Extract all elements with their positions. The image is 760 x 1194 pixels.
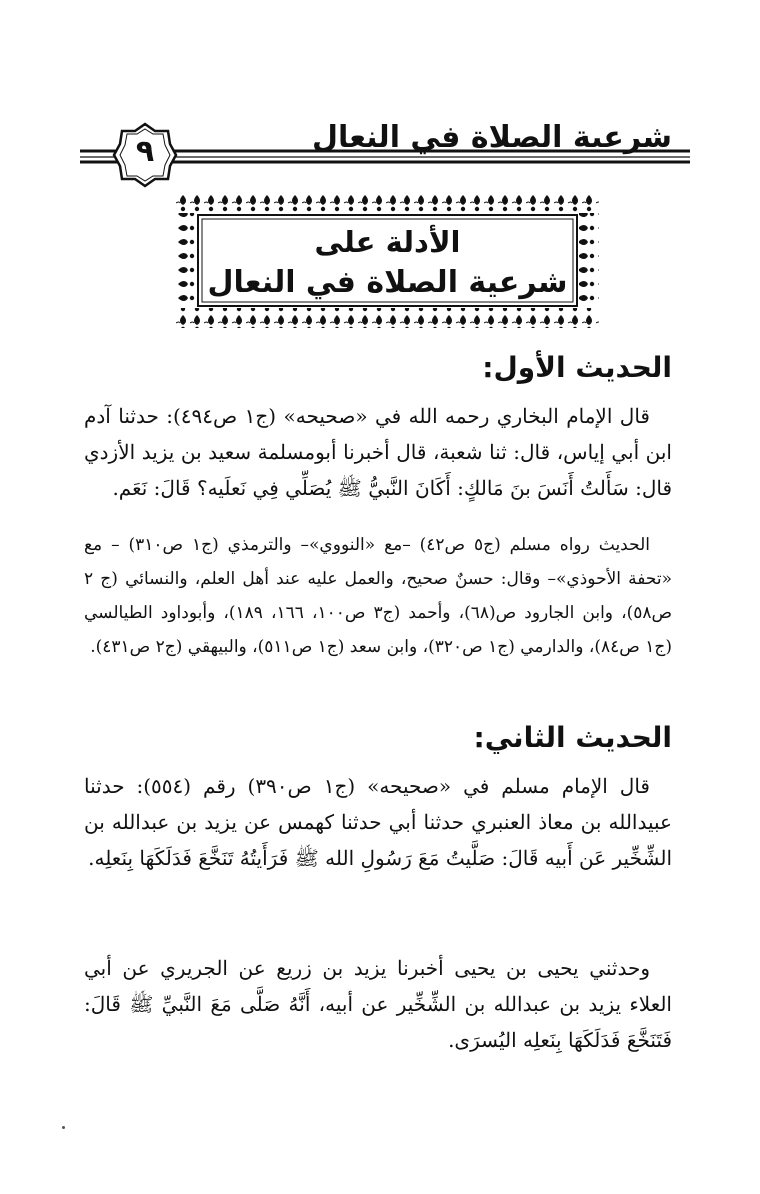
page-number: ٩ — [135, 134, 155, 169]
hadith-1-takhrij: الحديث رواه مسلم (ج٥ ص٤٢) –مع «النووي»– والترمذي (ج١ ص٣١٠) – مع «تحفة الأحوذي»– وقال: حسنٌ صحيح، والعمل عليه عند أهل العلم، والنسائي (ج ٢ ص٥٨)، وابن الجارود ص(٦٨)، وأحمد (ج٣ ص١٠٠، ١٦٦، ١٨٩)، وأبوداود الطيالسي (ج١ ص٨٤)، والدارمي (ج١ ص٣٢٠)، وابن سعد (ج١ ص٥١١)، والبيهقي (ج٢ ص٤٣١). — [84, 535, 673, 657]
hadith-2-heading: الحديث الثاني: — [473, 721, 672, 754]
hadith-1-heading: الحديث الأول: — [482, 351, 672, 384]
hadith-2-text-2: وحدثني يحيى بن يحيى أخبرنا يزيد بن زريع عن الجريري عن أبي العلاء يزيد بن عبدالله بن الشِّخِّير عن أبيه، أَنَّهُ صَلَّى مَعَ النَّبيِّ ﷺ قَالَ: فَتَنَخَّعَ فَدَلَكَهَا بِنَعلِه اليُسرَى. — [84, 956, 672, 1052]
running-title: شرعية الصلاة في النعال — [311, 120, 672, 155]
hadith-2-text: قال الإمام مسلم في «صحيحه» (ج١ ص٣٩٠) رقم (٥٥٤): حدثنا عبيدالله بن معاذ العنبري حدثنا أبي حدثنا كهمس عن يزيد بن عبدالله بن الشِّخِّير عَن أَبيه قَالَ: صَلَّيتُ مَعَ رَسُولِ الله ﷺ فَرَأَيتُهُ تَنَخَّعَ فَدَلَكَهَا بِنَعلِه. — [84, 774, 672, 870]
stray-dot — [62, 1126, 65, 1129]
box-title-line-2: شرعية الصلاة في النعال — [207, 265, 568, 300]
hadith-1-text: قال الإمام البخاري رحمه الله في «صحيحه» (ج١ ص٤٩٤): حدثنا آدم ابن أبي إياس، قال: ثنا شعبة، قال أخبرنا أبومسلمة سعيد بن يزيد الأزدي قال: سَأَلتُ أَنَسَ بنَ مَالكٍ: أَكَانَ النَّبيُّ ﷺ يُصَلِّي فِي نَعلَيه؟ قَالَ: نَعَم. — [84, 404, 672, 500]
box-title-line-1: الأدلة على — [314, 225, 461, 259]
